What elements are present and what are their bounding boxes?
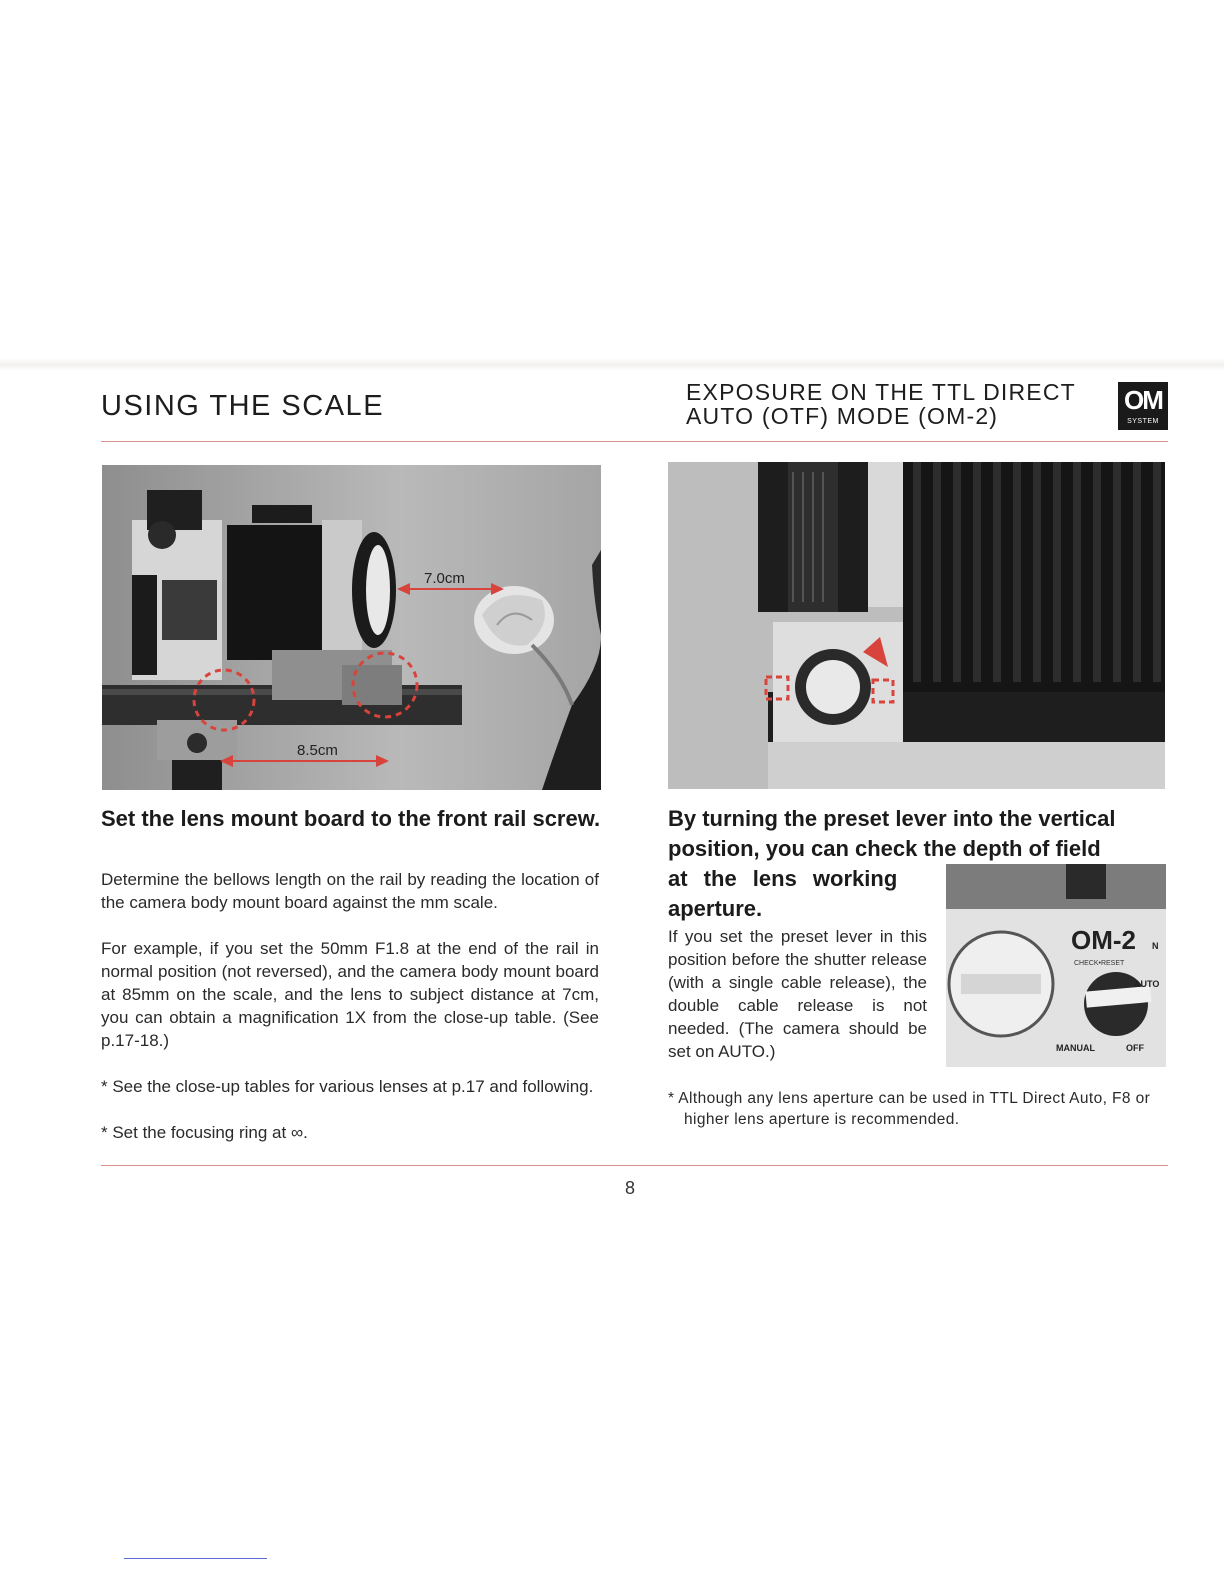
right-heading-line4: aperture. [668,896,763,921]
preset-lever-illustration [668,462,1165,789]
distance-label-top: 7.0cm [424,570,465,587]
right-paragraph: If you set the preset lever in this position before the shutter release (with a single cable release), the double cable release is not needed. (The camera should be set on AUTO.) [668,927,927,1061]
distance-label-bottom: 8.5cm [297,742,338,759]
inset-auto-label: AUTO [1134,979,1160,989]
section-title-left: USING THE SCALE [101,390,385,422]
footer-underline [124,1558,267,1559]
footer-divider [101,1165,1168,1166]
om-system-logo [1118,382,1168,430]
lens-barrel [758,462,903,612]
om-logo-text: OM [1124,385,1162,415]
left-note-1: * See the close-up tables for various lenses at p.17 and following. [101,1077,594,1096]
om2-top-illustration [946,864,1166,1067]
right-note: * Although any lens aperture can be used in TTL Direct Auto, F8 or higher lens aperture is recommended. [668,1090,1151,1128]
inset-model-label: OM-2 [1071,925,1136,955]
preset-lever-photo [668,462,1165,789]
bellows-scale-photo [102,465,601,790]
om-logo-subtext: SYSTEM [1127,418,1159,425]
section-title-right-line1: EXPOSURE ON THE TTL DIRECT [686,379,1076,405]
left-paragraph-2: For example, if you set the 50mm F1.8 at the end of the rail in normal position (not reversed), and the camera body mount board at 85mm on the scale, and the lens to subject distance at 7cm, you can obtain a magnification 1X from the close-up table. (See p.17-18.) [101,939,599,1050]
bellows-scale-illustration [102,465,601,790]
preset-knob [795,649,871,725]
inset-check-reset: CHECK•RESET [1074,960,1125,967]
header-divider [101,441,1168,442]
section-title-right-line2: AUTO (OTF) MODE (OM-2) [686,403,999,429]
om2-top-inset [946,864,1166,1067]
page-top-shadow [0,358,1224,370]
bellows-pleats [903,462,1165,692]
left-note-2: * Set the focusing ring at ∞. [101,1123,308,1142]
bellows [227,505,322,660]
inset-off-label: OFF [1126,1043,1144,1053]
right-heading-line2: position, you can check the depth of field [668,836,1101,861]
section-title-right [686,380,1076,428]
right-heading-line3: at the lens working [668,866,898,891]
left-paragraph-1: Determine the bellows length on the rail by reading the location of the camera body mount board against the mm scale. [101,870,599,912]
inset-manual-label: MANUAL [1056,1043,1095,1053]
inset-model-suffix: N [1152,941,1159,951]
page-number: 8 [624,1178,635,1198]
right-heading-line1: By turning the preset lever into the vertical [668,806,1116,831]
left-heading: Set the lens mount board to the front rail screw. [101,806,601,831]
